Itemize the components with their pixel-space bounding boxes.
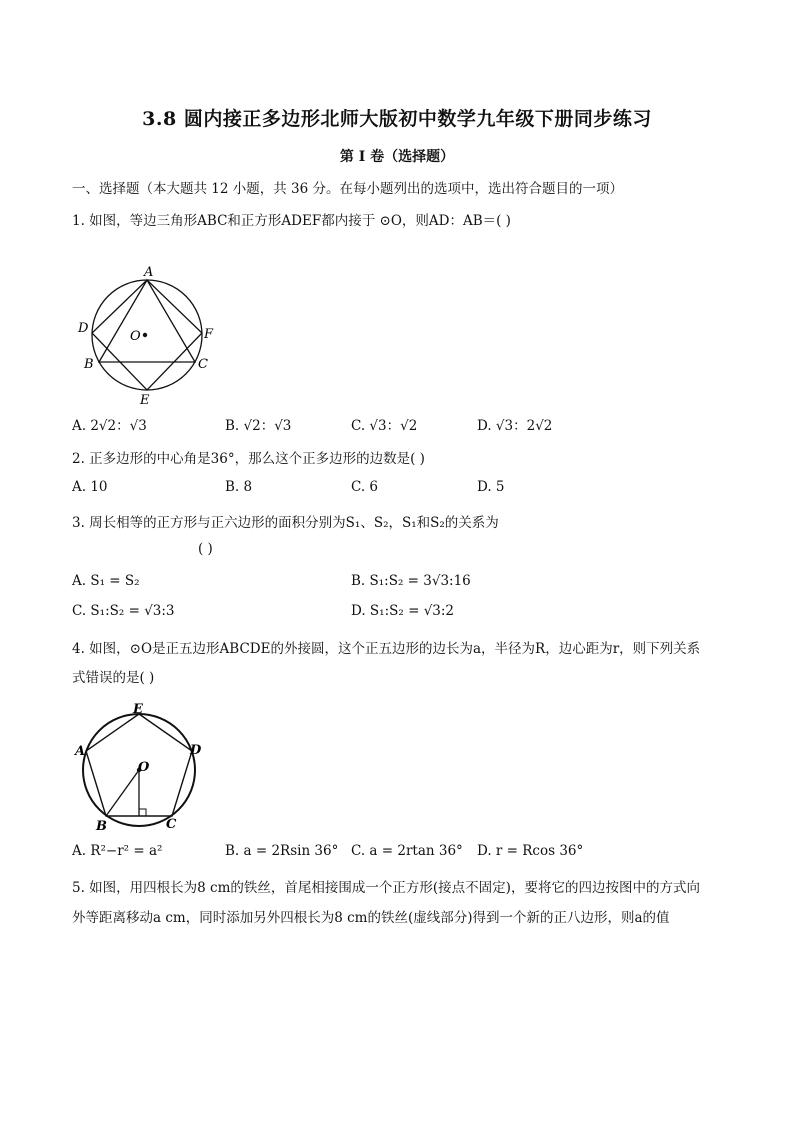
figure-2-label-o: O bbox=[138, 760, 150, 775]
question-1-option-b[interactable]: B. √2：√3 bbox=[225, 418, 292, 434]
question-4-option-c[interactable]: C. a = 2rtan 36° bbox=[351, 843, 463, 859]
question-1-option-a[interactable]: A. 2√2：√3 bbox=[72, 418, 147, 434]
question-5-text-line-2: 外等距离移动a cm，同时添加另外四根长为8 cm的铁丝(虚线部分)得到一个新的正八边形，则a的值 bbox=[72, 910, 670, 926]
figure-1-label-b: B bbox=[84, 357, 94, 372]
figure-2-label-b: B bbox=[96, 819, 107, 831]
question-2-option-b[interactable]: B. 8 bbox=[225, 479, 253, 495]
question-3-option-c[interactable]: C. S₁:S₂ = √3:3 bbox=[72, 603, 175, 619]
question-3-text: 3. 周长相等的正方形与正六边形的面积分别为S₁、S₂，S₁和S₂的关系为 bbox=[72, 515, 499, 531]
question-4-text-line-1: 4. 如图，⊙O是正五边形ABCDE的外接圆，这个正五边形的边长为a，半径为R，边心距为r，则下列关系 bbox=[72, 641, 701, 657]
question-3-answer-paren: ( ) bbox=[198, 541, 213, 557]
figure-1-label-f: F bbox=[204, 327, 214, 342]
question-3-option-d[interactable]: D. S₁:S₂ = √3:2 bbox=[351, 603, 455, 619]
section-heading: 一、选择题（本大题共 12 小题，共 36 分。在每小题列出的选项中，选出符合题目的一项） bbox=[72, 181, 624, 197]
figure-2-label-c: C bbox=[166, 817, 177, 831]
question-3-option-a[interactable]: A. S₁ = S₂ bbox=[72, 573, 140, 589]
question-4-text-line-2: 式错误的是( ) bbox=[72, 670, 155, 686]
question-4-option-b[interactable]: B. a = 2Rsin 36° bbox=[225, 843, 339, 859]
figure-1-label-e: E bbox=[140, 393, 150, 408]
question-1-figure bbox=[74, 262, 220, 408]
page-title: 3.8 圆内接正多边形北师大版初中数学九年级下册同步练习 bbox=[142, 108, 652, 130]
question-4-option-a[interactable]: A. R²−r² = a² bbox=[72, 843, 163, 859]
question-2-option-a[interactable]: A. 10 bbox=[72, 479, 108, 495]
question-2-option-c[interactable]: C. 6 bbox=[351, 479, 379, 495]
figure-2-label-a: A bbox=[75, 744, 86, 759]
question-1-option-d[interactable]: D. √3：2√2 bbox=[477, 418, 553, 434]
question-5-text-line-1: 5. 如图，用四根长为8 cm的铁丝，首尾相接围成一个正方形(接点不固定)，要将它的四边按图中的方式向 bbox=[72, 880, 700, 896]
question-3-option-b[interactable]: B. S₁:S₂ = 3√3:16 bbox=[351, 573, 471, 589]
question-2-option-d[interactable]: D. 5 bbox=[477, 479, 505, 495]
question-4-option-d[interactable]: D. r = Rcos 36° bbox=[477, 843, 584, 859]
page-subtitle: 第 I 卷（选择题） bbox=[339, 149, 455, 165]
figure-2-label-e: E bbox=[133, 702, 143, 717]
question-1-option-c[interactable]: C. √3：√2 bbox=[351, 418, 418, 434]
figure-2-label-d: D bbox=[190, 743, 202, 758]
figure-1-label-o: O bbox=[130, 329, 141, 344]
figure-1-label-a: A bbox=[144, 265, 154, 280]
question-2-text: 2. 正多边形的中心角是36°，那么这个正多边形的边数是( ) bbox=[72, 451, 425, 467]
question-4-figure bbox=[74, 701, 204, 831]
question-1-text: 1. 如图，等边三角形ABC和正方形ADEF都内接于 ⊙O，则AD：AB＝( ) bbox=[72, 213, 511, 229]
figure-1-label-c: C bbox=[198, 357, 208, 372]
figure-1-label-d: D bbox=[78, 321, 89, 336]
